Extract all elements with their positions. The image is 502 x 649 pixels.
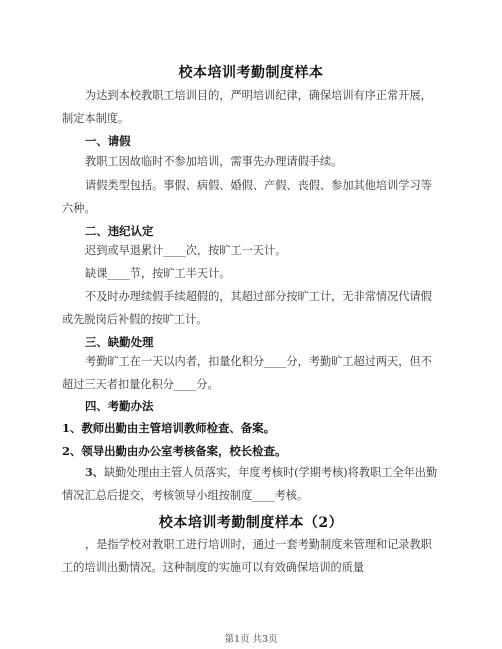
document-title-2: 校本培训考勤制度样本（2）	[158, 515, 344, 531]
section-heading-absence: 三、缺勤处理	[85, 335, 154, 349]
leave-paragraph-1: 教职工因故临时不参加培训，需事先办理请假手续。	[85, 155, 343, 168]
section-heading-violation: 二、违纪认定	[85, 224, 154, 238]
method-item-3-text: 缺勤处理由主管人员落实，年度考核时(学期考核)将教职工全年出勤情况汇总后提交，考核领导小组按制度____考核。	[62, 466, 438, 502]
page-footer: 第1页 共3页	[224, 634, 278, 645]
leave-paragraph-2: 请假类型包括。事假、病假、婚假、产假、丧假、参加其他培训学习等六种。	[62, 179, 432, 215]
intro-paragraph: 为达到本校教职工培训目的，严明培训纪律，确保培训有序正常开展，制定本制度。	[62, 89, 432, 125]
method-item-3-number: 3、	[85, 465, 104, 479]
document-title: 校本培训考勤制度样本	[178, 65, 324, 81]
method-item-3	[62, 461, 442, 507]
violation-paragraph-3: 不及时办理续假手续超假的，其超过部分按旷工计，无非常情况代请假或先脱岗后补假的按旷工计。	[62, 290, 432, 326]
method-item-1: 1、教师出勤由主管培训教师检查、备案。	[62, 421, 275, 435]
intro-paragraph-2: ，是指学校对教职工进行培训时，通过一套考勤制度来管理和记录教职工的培训出勤情况。这种制度的实施可以有效确保培训的质量	[62, 538, 432, 574]
section-heading-method: 四、考勤办法	[85, 399, 154, 413]
violation-paragraph-1: 迟到或早退累计____次，按旷工一天计。	[85, 244, 287, 257]
section-heading-leave: 一、请假	[85, 134, 131, 148]
violation-paragraph-2: 缺课____节，按旷工半天计。	[85, 267, 231, 280]
method-item-2: 2、领导出勤由办公室考核备案，校长检查。	[62, 444, 287, 458]
absence-paragraph: 考勤旷工在一天以内者，扣量化积分____分，考勤旷工超过两天，但不超过三天者扣量化积分____分。	[62, 355, 432, 391]
